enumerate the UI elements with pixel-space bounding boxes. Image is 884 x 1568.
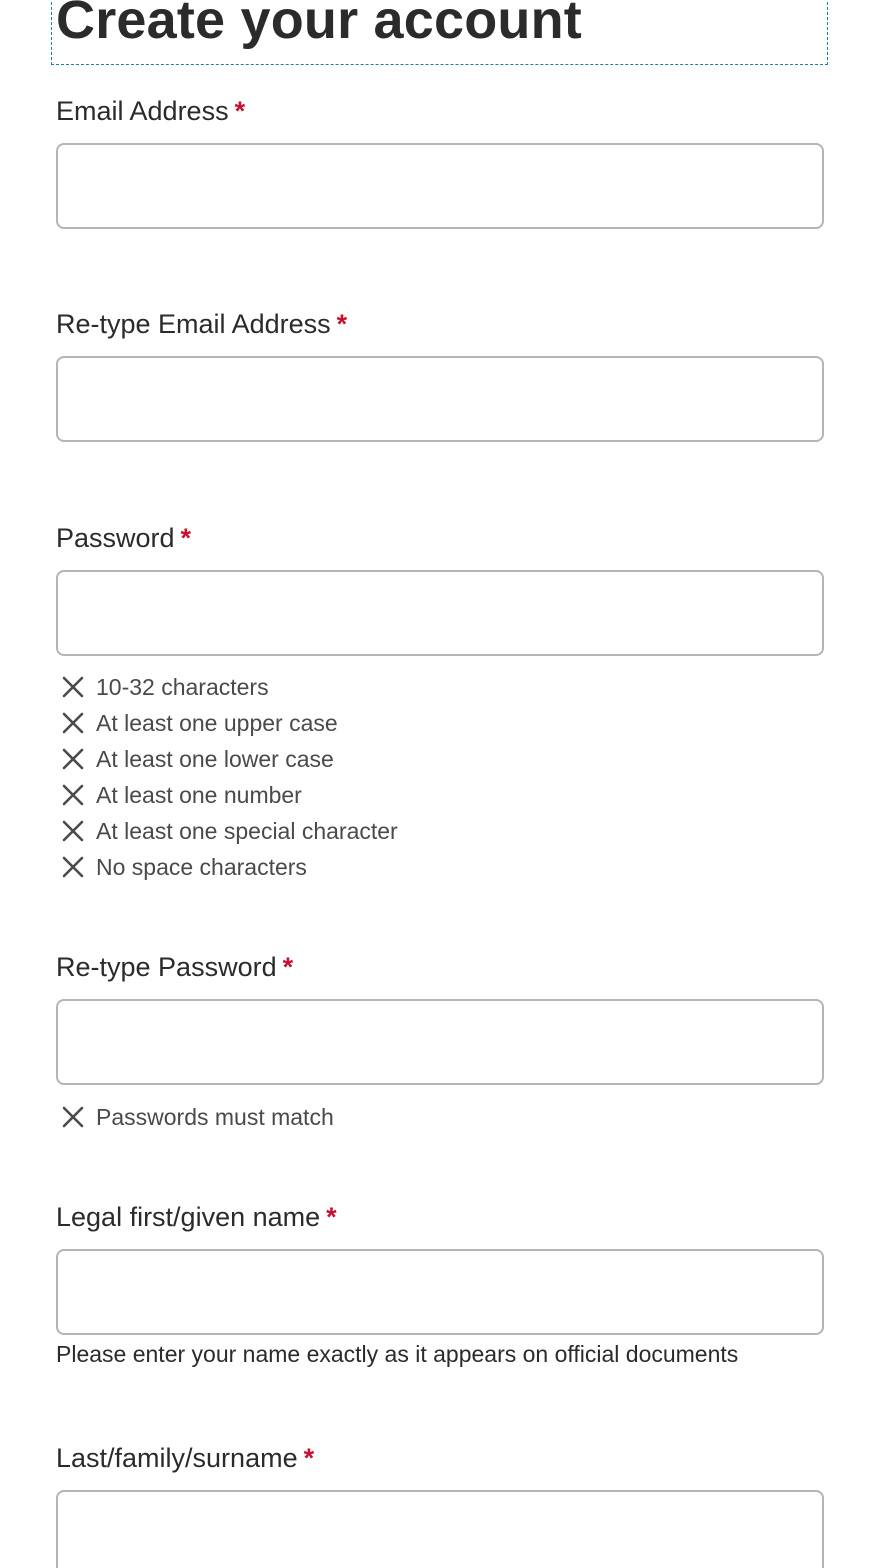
first-name-label (56, 1202, 337, 1233)
password-rule-item (56, 813, 398, 849)
email-label-text: Email Address (56, 96, 229, 126)
password-rule-item (56, 849, 398, 885)
email-input[interactable] (56, 143, 824, 229)
password-confirm-rule-item (56, 1099, 334, 1135)
password-confirm-label (56, 952, 293, 983)
password-confirm-rules-list (56, 1099, 334, 1135)
required-marker: * (180, 523, 192, 553)
email-confirm-label (56, 309, 347, 340)
page-title: Create your account (56, 0, 582, 50)
x-icon (56, 706, 90, 740)
x-icon (56, 814, 90, 848)
password-rule-text: At least one special character (96, 817, 398, 844)
password-input[interactable] (56, 570, 824, 656)
last-name-label (56, 1443, 314, 1474)
email-confirm-input[interactable] (56, 356, 824, 442)
password-rule-text: At least one number (96, 781, 302, 808)
email-label (56, 96, 245, 127)
last-name-label-text: Last/family/surname (56, 1443, 298, 1473)
first-name-helper-text: Please enter your name exactly as it appears on official documents (56, 1341, 739, 1367)
password-rule-text: At least one upper case (96, 709, 338, 736)
last-name-input[interactable] (56, 1490, 824, 1568)
x-icon (56, 1100, 90, 1134)
password-rule-text: At least one lower case (96, 745, 334, 772)
first-name-input[interactable] (56, 1249, 824, 1335)
x-icon (56, 778, 90, 812)
password-rule-item (56, 777, 398, 813)
password-rule-item (56, 741, 398, 777)
password-rule-text: No space characters (96, 853, 307, 880)
password-confirm-label-text: Re-type Password (56, 952, 277, 982)
required-marker: * (234, 96, 246, 126)
password-confirm-rule-text: Passwords must match (96, 1103, 334, 1130)
required-marker: * (326, 1202, 337, 1232)
required-marker: * (336, 309, 348, 339)
password-label-text: Password (56, 523, 175, 553)
x-icon (56, 850, 90, 884)
first-name-label-text: Legal first/given name (56, 1202, 321, 1232)
password-rules-list (56, 669, 398, 885)
password-confirm-input[interactable] (56, 999, 824, 1085)
password-rule-item (56, 669, 398, 705)
required-marker: * (303, 1443, 315, 1473)
required-marker: * (282, 952, 294, 982)
password-rule-text: 10-32 characters (96, 673, 269, 700)
email-confirm-label-text: Re-type Email Address (56, 309, 331, 339)
x-icon (56, 670, 90, 704)
password-label (56, 523, 191, 554)
password-rule-item (56, 705, 398, 741)
page-title-container (51, 0, 828, 65)
x-icon (56, 742, 90, 776)
